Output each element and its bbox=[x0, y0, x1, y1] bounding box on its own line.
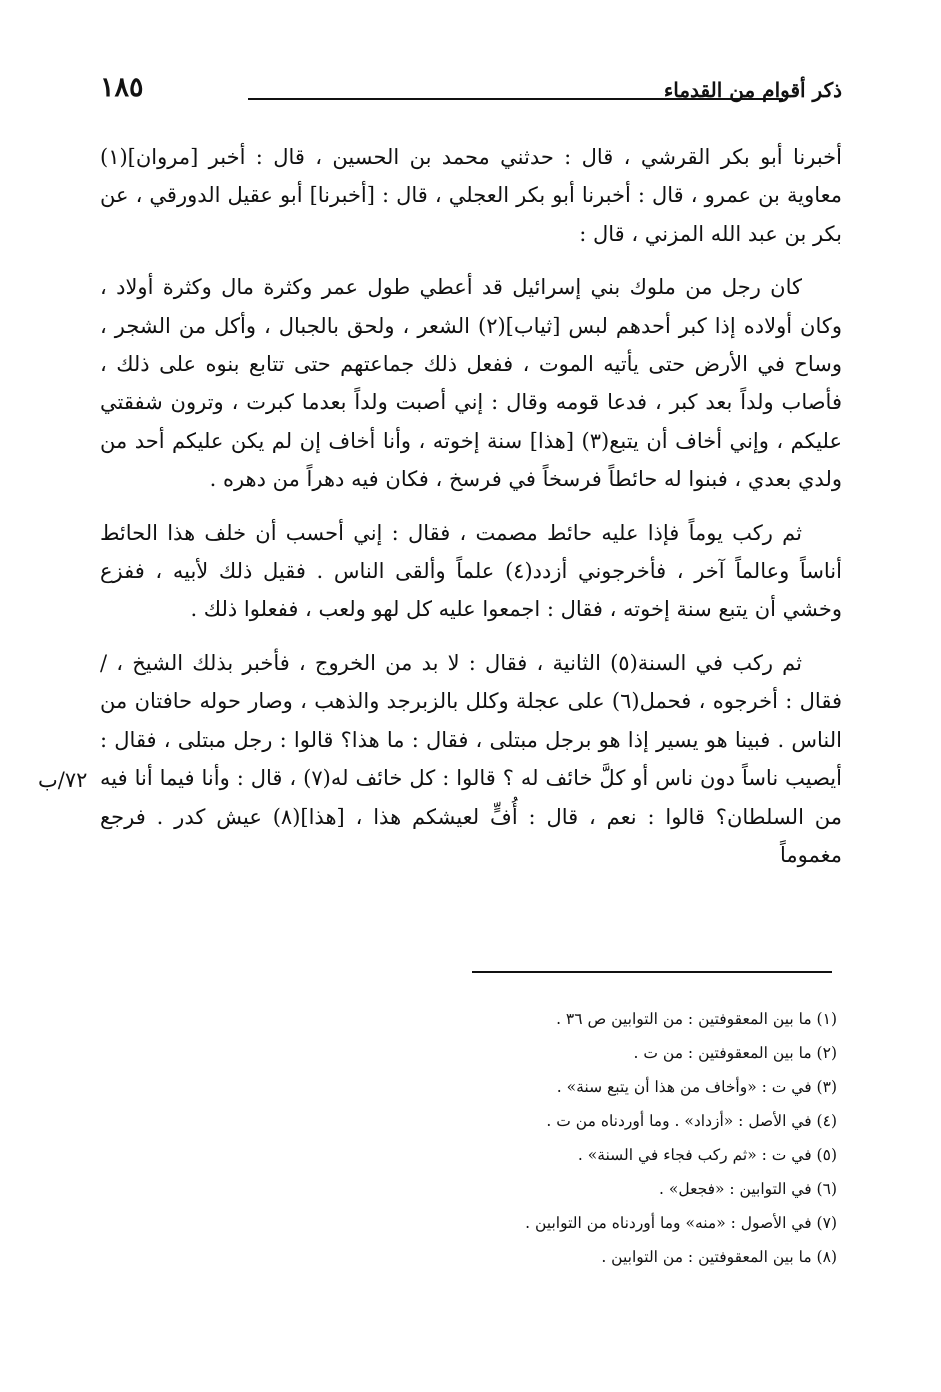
footnote: (٣) في ت : «وأخاف من هذا أن يتبع سنة» . bbox=[556, 1078, 837, 1096]
footnote: (٧) في الأصول : «منه» وما أوردناه من التوابين . bbox=[525, 1214, 837, 1232]
footnote: (١) ما بين المعقوفتين : من التوابين ص ٣٦ . bbox=[556, 1010, 837, 1028]
footnote: (٦) في التوابين : «فجعل» . bbox=[659, 1180, 837, 1198]
main-text bbox=[100, 138, 842, 874]
paragraph-2: ثم ركب يوماً فإذا عليه حائط مصمت ، فقال : إني أحسب أن خلف هذا الحائط أناساً وعالماً آخر ، فأخرجوني أزدد(٤) علماً وألقى الناس . فقيل ذلك لأبيه ، ففزع وخشي أن يتبع سنة إخوته ، فقال : اجمعوا عليه كل لهو ولعب ، ففعلوا ذلك . bbox=[100, 520, 842, 622]
footnotes bbox=[277, 1002, 837, 1274]
page-header bbox=[100, 72, 842, 112]
footnote: (٥) في ت : «ثم ركب فجاء في السنة» . bbox=[577, 1146, 837, 1164]
running-title: ذكر أقوام من القدماء bbox=[663, 78, 842, 102]
folio-margin-note: ٧٢/ب bbox=[38, 768, 88, 792]
paragraph-3: ثم ركب في السنة(٥) الثانية ، فقال : لا بد من الخروج ، فأخبر بذلك الشيخ ، / فقال : أخرجوه ، فحمل(٦) على عجلة وكلل بالزبرجد والذهب ، وصار حوله حافتان من الناس . فبينا هو يسير إذا هو برجل مبتلى ، فقال : ما هذا؟ قالوا : رجل مبتلى ، فقال : أيصيب ناساً دون ناس أو كلَّ خائف له ؟ قالوا : كل خائف له(٧) ، قال : وأنا فيما أنا فيه من السلطان؟ قالوا : نعم ، قال : أُفٍّ لعيشكم هذا ، [هذا](٨) عيش كدر . فرجع مغموماً bbox=[100, 650, 843, 867]
footnote: (٢) ما بين المعقوفتين : من ت . bbox=[633, 1044, 837, 1062]
page-number: ١٨٥ bbox=[100, 72, 144, 103]
footnote: (٤) في الأصل : «أزداد» . وما أوردناه من ت . bbox=[546, 1112, 837, 1130]
paragraph-1: كان رجل من ملوك بني إسرائيل قد أعطي طول عمر وكثرة مال وكثرة أولاد ، وكان أولاده إذا كبر أحدهم لبس [ثياب](٢) الشعر ، ولحق بالجبال ، وأكل من الشجر ، وساح في الأرض حتى يأتيه الموت ، ففعل ذلك جماعتهم حتى تتابع بنوه على ذلك ، فأصاب ولداً بعد كبر ، فدعا قومه وقال : إني أصبت ولداً بعدما كبرت ، وترون شفقتي عليكم ، وإني أخاف أن يتبع(٣) [هذا] سنة إخوته ، وأنا أخاف إن لم يكن عليكم أحد من ولدي بعدي ، فبنوا له حائطاً فرسخاً في فرسخ ، فكان فيه دهراً من دهره . bbox=[100, 275, 843, 492]
footnote: (٨) ما بين المعقوفتين : من التوابين . bbox=[601, 1248, 837, 1266]
footnote-separator bbox=[472, 971, 832, 973]
isnad-paragraph: أخبرنا أبو بكر القرشي ، قال : حدثني محمد بن الحسين ، قال : أخبر [مروان](١) معاوية بن عمرو ، قال : أخبرنا أبو بكر العجلي ، قال : [أخبرنا] أبو عقيل الدورقي ، عن بكر بن عبد الله المزني ، قال : bbox=[100, 145, 842, 246]
